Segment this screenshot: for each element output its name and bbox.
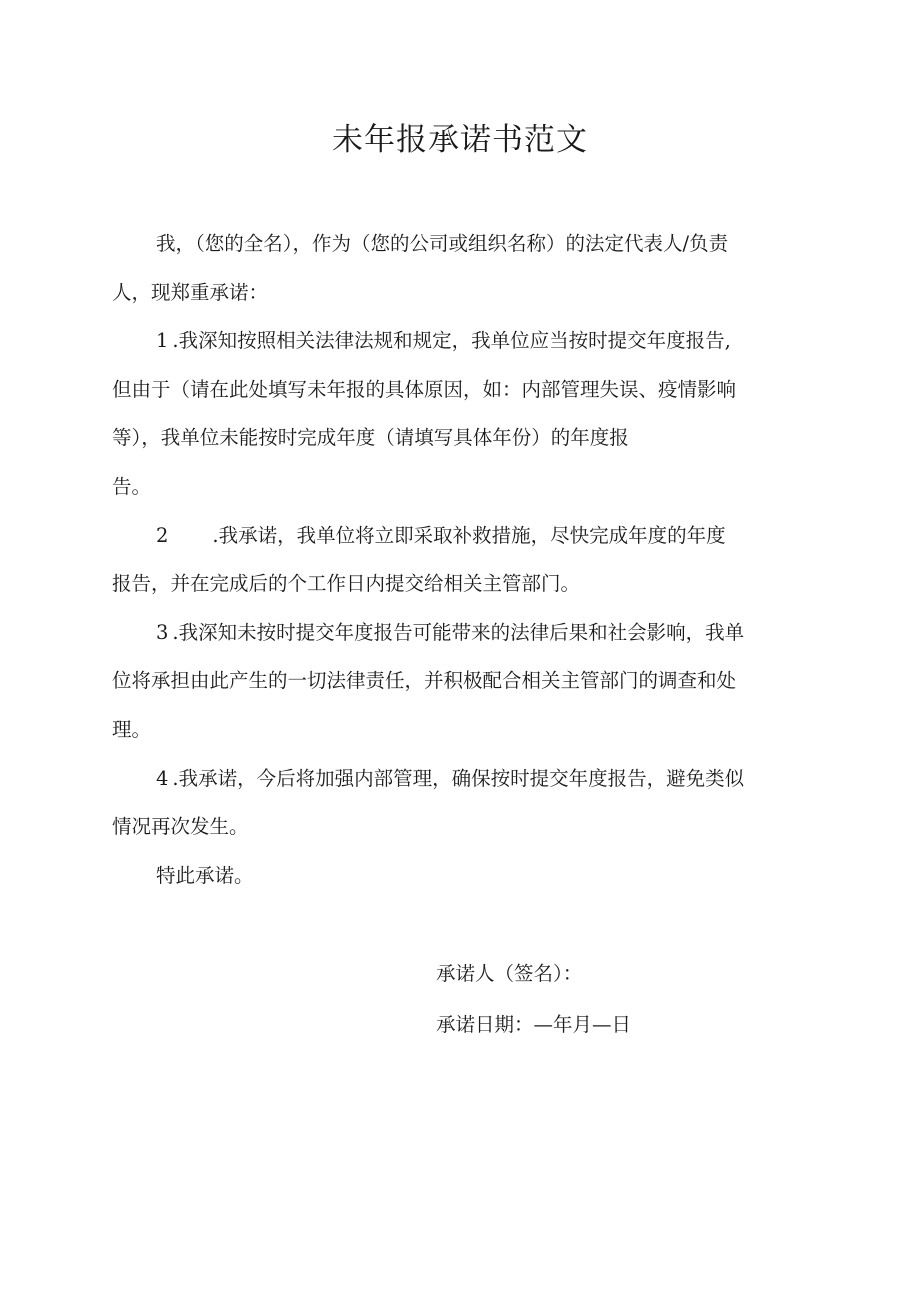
closing-text: 特此承诺。 [156,863,254,887]
item-4-paragraph [112,755,812,852]
signer-label: 承诺人（签名）： [436,962,583,985]
item-3-line-3: 理。 [112,717,152,741]
item-2-paragraph [112,512,812,609]
item-1-line-2: 但由于（请在此处填写未年报的具体原因，如：内部管理失误、疫情影响 [112,377,737,401]
item-3-line-1: .我深知未按时提交年度报告可能带来的法律后果和社会影响，我单 [172,620,745,644]
date-label: 承诺日期：—年月—日 [436,1013,632,1036]
item-4-number: 4 [156,766,169,790]
item-2-line-1: .我承诺，我单位将立即采取补救措施，尽快完成年度的年度 [212,523,726,547]
item-1-line-4: 告。 [112,474,152,498]
item-2-line-2: 报告，并在完成后的个工作日内提交给相关主管部门。 [112,572,581,596]
document-body [112,220,812,900]
item-3-number: 3 [156,620,169,644]
item-1-line-3: 等），我单位未能按时完成年度（请填写具体年份）的年度报 [112,426,629,450]
item-3-paragraph [112,609,812,755]
item-1-number: 1 [156,329,169,353]
closing-paragraph [112,852,812,901]
intro-paragraph [112,220,812,317]
intro-line-1: 我，（您的全名），作为（您的公司或组织名称）的法定代表人/负责 [156,232,729,255]
item-1-line-1: .我深知按照相关法律法规和规定，我单位应当按时提交年度报告, [172,329,731,353]
item-2-number: 2 [156,523,169,547]
item-4-line-1: .我承诺，今后将加强内部管理，确保按时提交年度报告，避免类似 [172,766,745,790]
item-1-paragraph [112,317,812,511]
item-4-line-2: 情况再次发生。 [112,815,249,839]
document-title: 未年报承诺书范文 [332,122,588,158]
intro-line-2: 人，现郑重承诺： [112,280,269,304]
item-3-line-2: 位将承担由此产生的一切法律责任，并积极配合相关主管部门的调查和处 [112,669,737,693]
